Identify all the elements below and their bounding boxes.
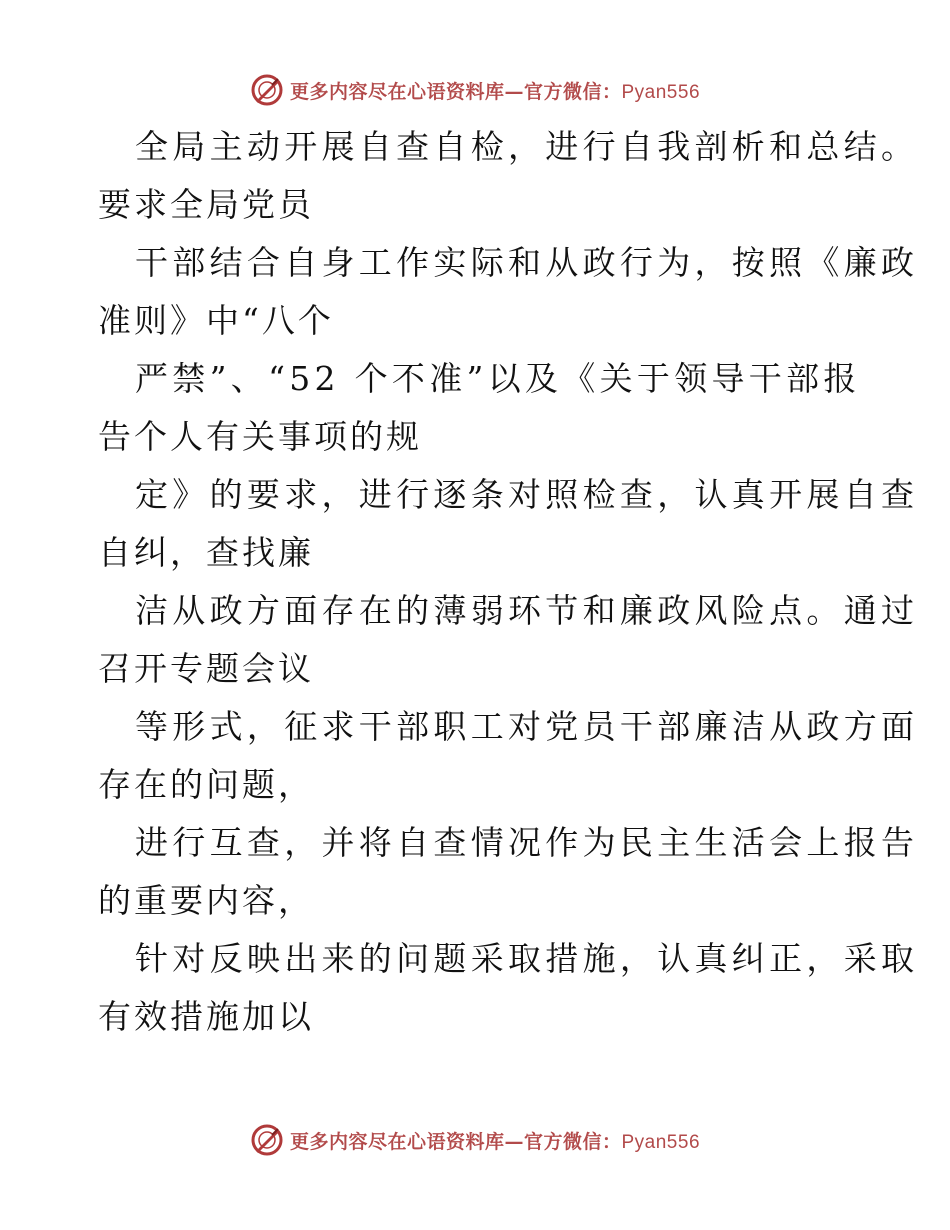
paragraph-line: 洁从政方面存在的薄弱环节和廉政风险点。通过 <box>135 591 919 630</box>
paragraph-line: 有效措施加以 <box>98 997 314 1036</box>
wechat-id: Pyan556 <box>621 1131 701 1153</box>
paragraph-line: 存在的问题， <box>98 765 314 804</box>
paragraph-line: 自纠，查找廉 <box>98 533 314 572</box>
paragraph <box>98 118 919 234</box>
paragraph-line: 严禁”、“52 个不准”以及《关于领导干部报 <box>135 359 861 398</box>
pen-logo-icon <box>250 73 284 107</box>
paragraph-line: 告个人有关事项的规 <box>98 417 422 456</box>
banner-label: 更多内容尽在心语资料库—官方微信： <box>289 80 622 103</box>
document-body <box>98 118 919 1046</box>
paragraph <box>98 814 919 930</box>
pen-logo-icon <box>250 1123 284 1157</box>
paragraph-line: 等形式，征求干部职工对党员干部廉洁从政方面 <box>135 707 919 746</box>
paragraph-line: 定》的要求，进行逐条对照检查，认真开展自查 <box>135 475 919 514</box>
paragraph <box>98 350 861 466</box>
paragraph-line: 进行互查，并将自查情况作为民主生活会上报告 <box>135 823 919 862</box>
wechat-id: Pyan556 <box>621 81 701 103</box>
footer-banner <box>0 1120 950 1160</box>
paragraph-line: 全局主动开展自查自检，进行自我剖析和总结。 <box>135 127 919 166</box>
paragraph-line: 准则》中“八个 <box>98 301 334 340</box>
banner-label: 更多内容尽在心语资料库—官方微信： <box>289 1130 622 1153</box>
header-banner <box>0 70 950 110</box>
paragraph-line: 要求全局党员 <box>98 185 314 224</box>
paragraph-line: 的重要内容， <box>98 881 314 920</box>
paragraph-line: 召开专题会议 <box>98 649 314 688</box>
paragraph <box>98 930 919 1046</box>
paragraph <box>98 582 919 698</box>
paragraph-line: 干部结合自身工作实际和从政行为，按照《廉政 <box>135 243 919 282</box>
banner-text <box>290 1127 700 1154</box>
paragraph <box>98 466 919 582</box>
paragraph <box>98 698 919 814</box>
paragraph <box>98 234 919 350</box>
banner-text <box>290 77 700 104</box>
paragraph-line: 针对反映出来的问题采取措施，认真纠正，采取 <box>135 939 919 978</box>
